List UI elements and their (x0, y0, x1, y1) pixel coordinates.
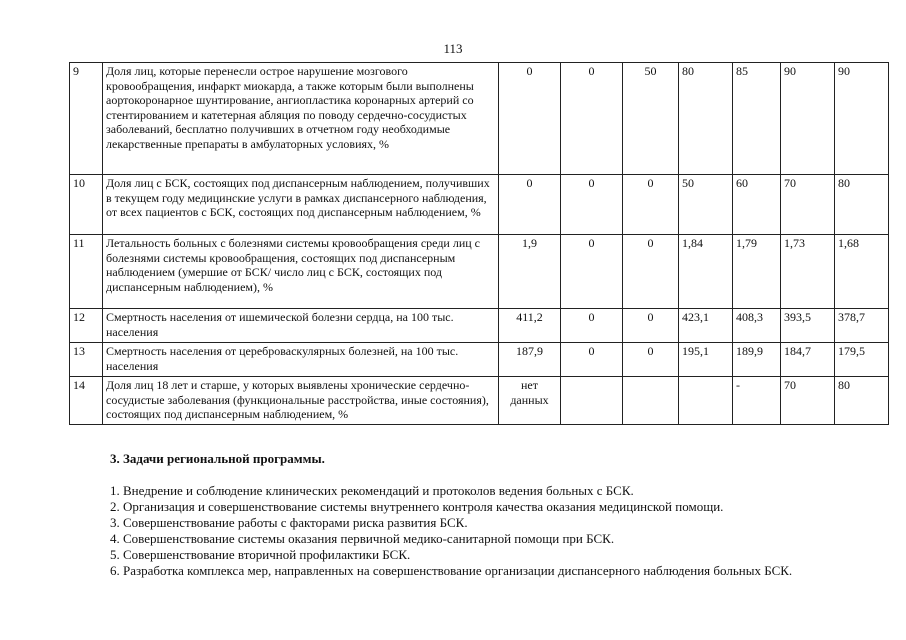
value-cell: 1,9 (499, 235, 561, 309)
list-item: 2. Организация и совершенствование системы внутреннего контроля качества оказания медицинской помощи. (110, 499, 724, 514)
value-cell: 50 (679, 175, 733, 235)
value-cell: 1,68 (835, 235, 889, 309)
value-cell: 411,2 (499, 309, 561, 343)
value-cell: 85 (733, 63, 781, 175)
row-number: 12 (70, 309, 103, 343)
value-cell: 0 (561, 235, 623, 309)
indicators-table (69, 62, 889, 425)
list-item: 3. Совершенствование работы с факторами риска развития БСК. (110, 515, 468, 530)
row-number: 9 (70, 63, 103, 175)
value-cell: 0 (561, 175, 623, 235)
value-cell: 0 (561, 63, 623, 175)
value-cell: 0 (561, 309, 623, 343)
value-cell: 0 (499, 63, 561, 175)
list-item: 5. Совершенствование вторичной профилактики БСК. (110, 547, 411, 562)
value-cell: 393,5 (781, 309, 835, 343)
value-cell: - (733, 377, 781, 425)
indicator-description: Доля лиц 18 лет и старше, у которых выявлены хронические сердечно-сосудистые заболевания (функциональные расстройства, иные состояния), состоящих под диспансерным наблюдением, % (103, 377, 499, 425)
list-item: 1. Внедрение и соблюдение клинических рекомендаций и протоколов ведения больных с БСК. (110, 483, 634, 498)
value-cell: 0 (499, 175, 561, 235)
value-cell: 187,9 (499, 343, 561, 377)
value-cell: 90 (781, 63, 835, 175)
row-number: 13 (70, 343, 103, 377)
section-title: 3. Задачи региональной программы. (110, 451, 325, 466)
value-cell (561, 377, 623, 425)
value-cell: 0 (561, 343, 623, 377)
page-number: 113 (443, 41, 463, 56)
tasks-section (110, 451, 870, 579)
value-cell: 80 (835, 175, 889, 235)
indicator-description: Смертность населения от цереброваскулярных болезней, на 100 тыс. населения (103, 343, 499, 377)
table-row (70, 63, 889, 175)
value-cell: 1,79 (733, 235, 781, 309)
value-cell: 184,7 (781, 343, 835, 377)
table-row (70, 343, 889, 377)
table-row (70, 309, 889, 343)
value-cell: 50 (623, 63, 679, 175)
row-number: 10 (70, 175, 103, 235)
value-cell (679, 377, 733, 425)
value-cell: 423,1 (679, 309, 733, 343)
table-row (70, 235, 889, 309)
value-cell: 195,1 (679, 343, 733, 377)
list-item: 6. Разработка комплекса мер, направленных на совершенствование организации диспансерного наблюдения больных БСК. (110, 563, 793, 578)
value-cell: 70 (781, 175, 835, 235)
value-cell: 378,7 (835, 309, 889, 343)
value-cell: 1,73 (781, 235, 835, 309)
row-number: 14 (70, 377, 103, 425)
value-cell: 90 (835, 63, 889, 175)
indicator-description: Доля лиц с БСК, состоящих под диспансерным наблюдением, получивших в текущем году медицинские услуги в рамках диспансерного наблюдения, от всех пациентов с БСК, состоящих под диспансерным наблюдением, % (103, 175, 499, 235)
table-row (70, 175, 889, 235)
value-cell (623, 377, 679, 425)
value-cell: 179,5 (835, 343, 889, 377)
value-cell: 70 (781, 377, 835, 425)
row-number: 11 (70, 235, 103, 309)
list-item: 4. Совершенствование системы оказания первичной медико-санитарной помощи при БСК. (110, 531, 615, 546)
tasks-list (110, 483, 870, 579)
value-cell: 189,9 (733, 343, 781, 377)
value-cell: 0 (623, 343, 679, 377)
indicator-description: Смертность населения от ишемической болезни сердца, на 100 тыс. населения (103, 309, 499, 343)
value-cell: нет данных (499, 377, 561, 425)
value-cell: 1,84 (679, 235, 733, 309)
value-cell: 80 (679, 63, 733, 175)
value-cell: 80 (835, 377, 889, 425)
value-cell: 60 (733, 175, 781, 235)
value-cell: 0 (623, 309, 679, 343)
indicator-description: Доля лиц, которые перенесли острое нарушение мозгового кровообращения, инфаркт миокарда, а также которым были выполнены аортокоронарное шунтирование, ангиопластика коронарных артерий со стентированием и катетерная абляция по поводу сердечно-сосудистых заболеваний, бесплатно получивших в отчетном году необходимые лекарственные препараты в амбулаторных условиях, % (103, 63, 499, 175)
table-row (70, 377, 889, 425)
value-cell: 408,3 (733, 309, 781, 343)
value-cell: 0 (623, 175, 679, 235)
value-cell: 0 (623, 235, 679, 309)
indicator-description: Летальность больных с болезнями системы кровообращения среди лиц с болезнями системы кровообращения, состоящих под диспансерным наблюдением (умершие от БСК/ число лиц с БСК, состоящих под диспансерным наблюдением), % (103, 235, 499, 309)
